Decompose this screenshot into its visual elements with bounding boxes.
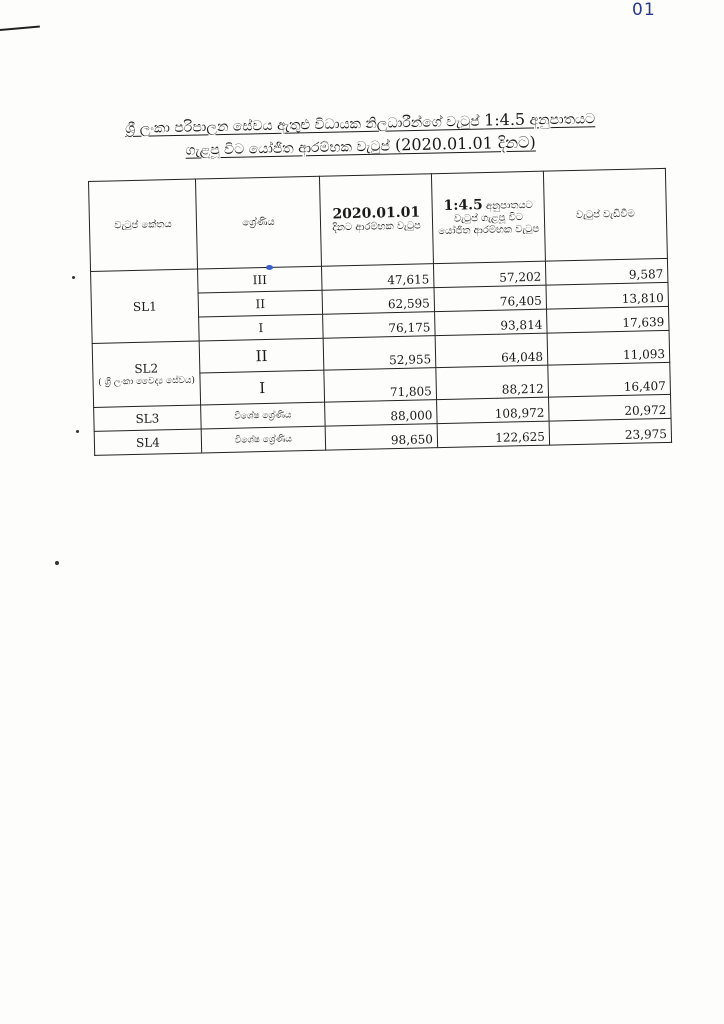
increase-cell: 11,093 — [547, 330, 670, 365]
scan-speck — [72, 276, 75, 279]
title-line-1-suffix: අනුපාතයට — [524, 111, 596, 129]
document-title — [80, 106, 641, 164]
code-label: SL2 — [134, 360, 159, 376]
title-date: (2020.01.01 දිනට) — [389, 132, 536, 155]
current-salary-cell: 88,000 — [325, 400, 438, 427]
grade-cell: විශේෂ ශ්‍රේණිය — [201, 402, 326, 429]
header-proposed-text-a: අනුපාතයට — [482, 199, 533, 212]
title-line-1-prefix: ශ්‍රී ලංකා පරිපාලන සේවය ඇතුළු විධායක නිලධාරීන්ගේ වැටුප් — [125, 113, 485, 138]
header-proposed-text-b: වැටුප් ගැළපූ විට යෝජිත ආරම්භක වැටුප — [438, 211, 540, 237]
grade-cell: II — [199, 338, 324, 373]
title-ratio: 1:4.5 — [483, 109, 526, 130]
code-cell: SL1 — [91, 269, 200, 343]
header-current-text: දිනට ආරම්භක වැටුප — [332, 219, 421, 233]
increase-cell: 13,810 — [546, 282, 669, 309]
salary-table — [88, 168, 672, 456]
increase-cell: 17,639 — [547, 306, 670, 333]
increase-cell: 23,975 — [549, 418, 672, 445]
corner-mark — [0, 26, 40, 31]
table-header-row — [89, 168, 668, 271]
current-salary-cell: 98,650 — [325, 424, 438, 451]
header-proposed-ratio: 1:4.5 — [443, 196, 483, 214]
current-salary-cell: 71,805 — [324, 368, 437, 403]
grade-cell: විශේෂ ශ්‍රේණිය — [201, 426, 326, 453]
proposed-salary-cell: 88,212 — [436, 365, 549, 400]
proposed-salary-cell: 57,202 — [433, 261, 546, 288]
proposed-salary-cell: 76,405 — [434, 285, 547, 312]
grade-cell: III — [198, 266, 323, 293]
ink-mark — [266, 265, 273, 270]
code-cell — [92, 341, 200, 407]
header-current-salary — [319, 174, 433, 267]
grade-cell: I — [199, 314, 324, 341]
proposed-salary-cell: 64,048 — [435, 333, 548, 368]
proposed-salary-cell: 122,625 — [437, 421, 550, 448]
header-salary-code: වැටුප් කේතය — [89, 179, 198, 271]
title-line-2-text: ගැළපූ විට යෝජිත ආරම්භක වැටුප් — [185, 138, 391, 159]
scan-speck — [76, 430, 79, 433]
code-cell: SL3 — [94, 405, 202, 431]
header-current-date: 2020.01.01 — [332, 203, 421, 222]
salary-table-wrapper — [88, 168, 672, 456]
increase-cell: 16,407 — [548, 362, 671, 397]
proposed-salary-cell: 93,814 — [435, 309, 548, 336]
grade-cell: I — [200, 370, 325, 405]
header-grade: ශ්‍රේණිය — [195, 176, 321, 269]
current-salary-cell: 62,595 — [322, 288, 435, 315]
current-salary-cell: 76,175 — [323, 312, 436, 339]
current-salary-cell: 47,615 — [321, 264, 434, 291]
scan-speck — [55, 561, 59, 565]
code-cell: SL4 — [94, 429, 202, 455]
code-sub-label: ( ශ්‍රී ලංකා වෛද්‍ය සේවය) — [98, 375, 196, 388]
page-number: 01 — [632, 0, 656, 20]
proposed-salary-cell: 108,972 — [437, 397, 550, 424]
increase-cell: 20,972 — [549, 394, 672, 421]
increase-cell: 9,587 — [545, 258, 668, 285]
header-increase: වැටුප් වැඩිවීම — [543, 168, 667, 261]
header-proposed-salary — [431, 171, 545, 264]
grade-cell: II — [198, 290, 323, 317]
current-salary-cell: 52,955 — [323, 336, 436, 371]
